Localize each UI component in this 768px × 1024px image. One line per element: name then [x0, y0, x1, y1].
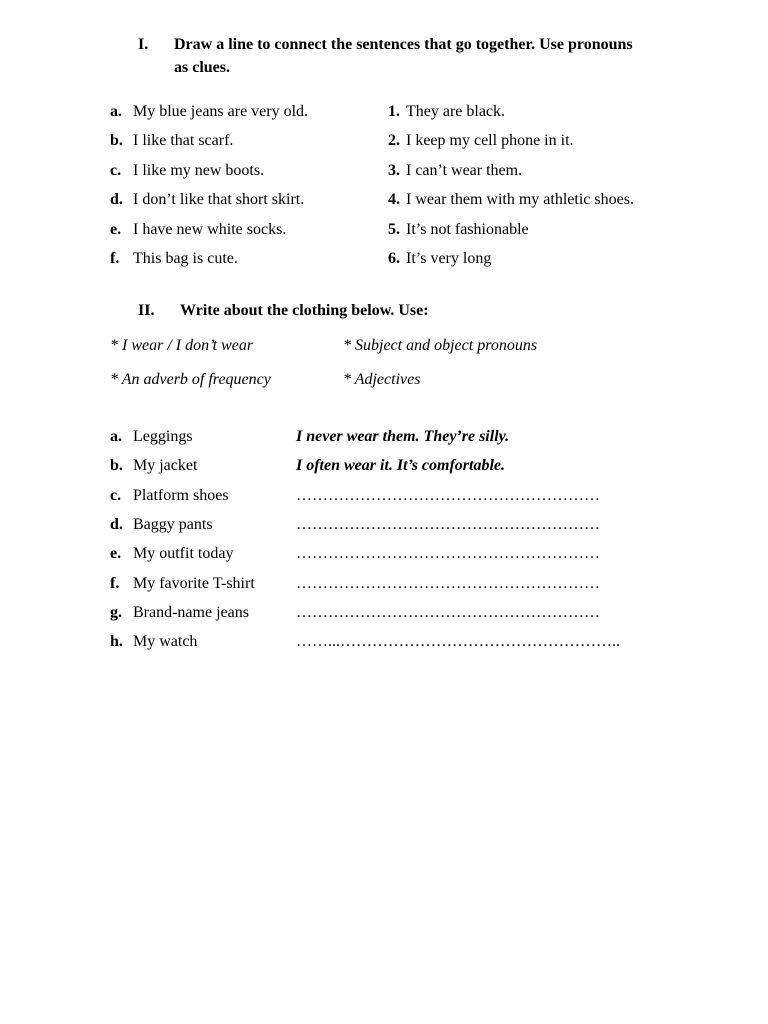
clothing-item-label: Leggings	[133, 428, 193, 445]
clothing-item-label: Brand-name jeans	[133, 604, 249, 621]
clothing-item-label: My jacket	[133, 457, 198, 474]
section1-instruction-line1: Draw a line to connect the sentences that go together. Use pronouns	[174, 36, 633, 53]
answer-blank-line[interactable]: …………………………………………………	[296, 545, 600, 562]
section1-instruction-line2: as clues.	[174, 59, 230, 76]
match-right-number: 3.	[388, 162, 400, 179]
answer-blank-line[interactable]: …………………………………………………	[296, 575, 600, 592]
match-left-sentence: This bag is cute.	[133, 250, 238, 267]
answer-blank-line[interactable]: …………………………………………………	[296, 604, 600, 621]
section1-numeral: I.	[138, 36, 149, 53]
clothing-item-letter: b.	[110, 457, 123, 474]
match-left-sentence: My blue jeans are very old.	[133, 103, 309, 120]
section2-instruction: Write about the clothing below. Use:	[180, 302, 429, 319]
answer-blank-line[interactable]: ……...……………………………………………..	[296, 633, 620, 650]
match-left-sentence: I like my new boots.	[133, 162, 265, 179]
match-left-sentence: I like that scarf.	[133, 132, 234, 149]
match-right-sentence: It’s not fashionable	[406, 221, 529, 238]
clothing-item-letter: g.	[110, 604, 122, 621]
tip-item: * Adjectives	[343, 371, 421, 388]
match-right-sentence: I can’t wear them.	[406, 162, 523, 179]
match-left-letter: d.	[110, 191, 123, 208]
match-left-letter: b.	[110, 132, 123, 149]
clothing-item-label: My outfit today	[133, 545, 234, 562]
match-left-sentence: I don’t like that short skirt.	[133, 191, 305, 208]
match-left-letter: c.	[110, 162, 122, 179]
section2-numeral: II.	[138, 302, 155, 319]
clothing-item-answer: I often wear it. It’s comfortable.	[296, 457, 506, 474]
clothing-item-letter: c.	[110, 487, 122, 504]
match-left-letter: e.	[110, 221, 122, 238]
tip-item: * An adverb of frequency	[110, 371, 271, 388]
clothing-item-label: Baggy pants	[133, 516, 213, 533]
match-right-number: 5.	[388, 221, 400, 238]
clothing-item-label: My watch	[133, 633, 198, 650]
clothing-item-letter: d.	[110, 516, 123, 533]
match-right-sentence: I keep my cell phone in it.	[406, 132, 574, 149]
match-left-sentence: I have new white socks.	[133, 221, 287, 238]
tip-item: * I wear / I don’t wear	[110, 337, 254, 354]
match-right-sentence: I wear them with my athletic shoes.	[406, 191, 634, 208]
match-left-letter: a.	[110, 103, 122, 120]
clothing-item-letter: a.	[110, 428, 122, 445]
clothing-item-label: My favorite T-shirt	[133, 575, 255, 592]
match-right-number: 1.	[388, 103, 400, 120]
match-right-number: 4.	[388, 191, 400, 208]
match-left-letter: f.	[110, 250, 120, 267]
tip-item: * Subject and object pronouns	[343, 337, 538, 354]
match-right-sentence: It’s very long	[406, 250, 492, 267]
clothing-item-letter: e.	[110, 545, 122, 562]
answer-blank-line[interactable]: …………………………………………………	[296, 516, 600, 533]
match-right-sentence: They are black.	[406, 103, 506, 120]
match-right-number: 6.	[388, 250, 400, 267]
clothing-item-letter: f.	[110, 575, 120, 592]
clothing-item-label: Platform shoes	[133, 487, 229, 504]
clothing-item-letter: h.	[110, 633, 123, 650]
answer-blank-line[interactable]: …………………………………………………	[296, 487, 600, 504]
clothing-item-answer: I never wear them. They’re silly.	[296, 428, 510, 445]
match-right-number: 2.	[388, 132, 400, 149]
